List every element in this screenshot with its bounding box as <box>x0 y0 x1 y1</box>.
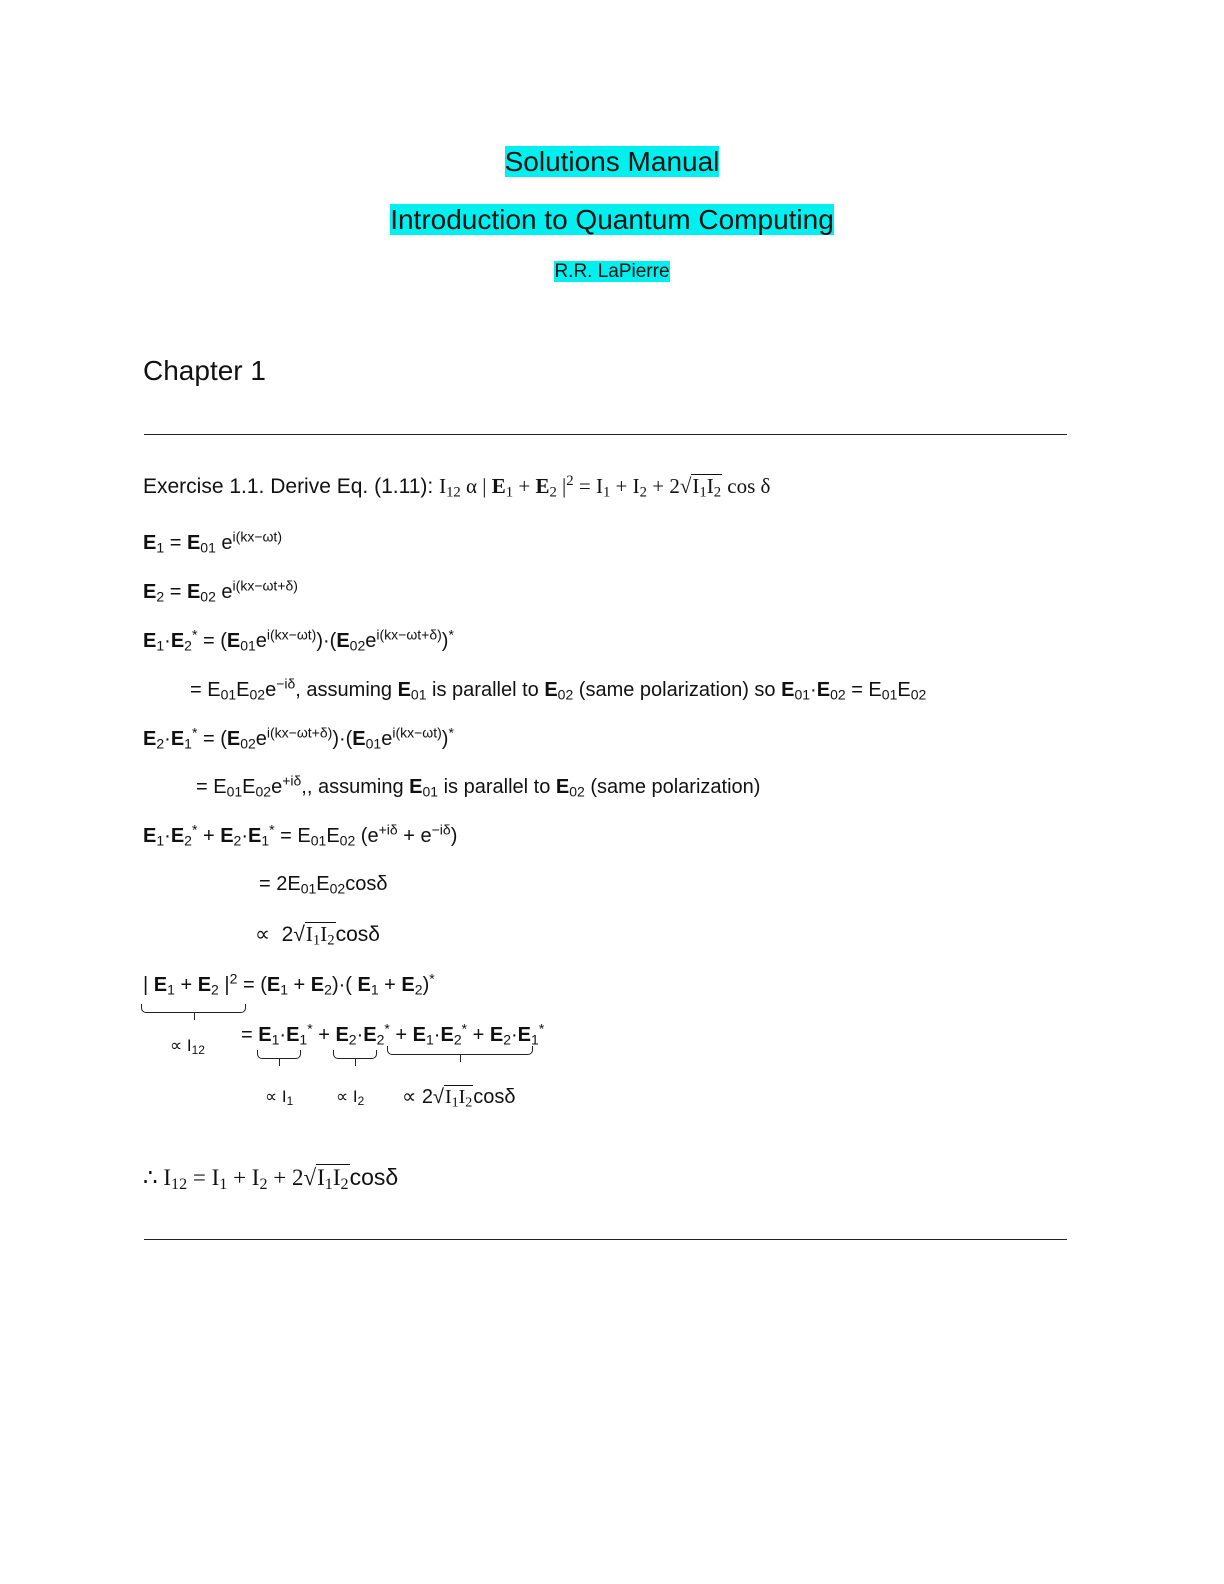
equation-cross-terms: $E_1\cdot E_2^* + E_2\cdot E_1^* = E_{01}E_{02}$ $(e^{+i\delta} + e^{-i\delta})$ <box>143 821 458 849</box>
equation-intensity-sum: | $E_1 + E_2$ $|^2 = (E_1 + E_2)\cdot$( $E_1 + E_2)^*$ <box>143 970 435 998</box>
label-proportional-i2: ∝ $I_2$ <box>336 1087 365 1108</box>
equation-e1-dot-e2conj: $E_1\cdot E_2^* = (E_{01}e^{i(kx-\omega t)})\cdot(E_{02}e^{i(kx-\omega t+\delta)})^*$ <box>143 626 454 654</box>
equation-e2-dot-e1conj-result: = $E_{01}E_{02}e^{+i\delta}$,, assuming $E_{01}$ is parallel to $E_{02}$ (same polarization) <box>196 772 761 800</box>
brace-i12 <box>141 1004 246 1013</box>
equation-intensity-expansion: = $E_1\cdot E_1^* + E_2\cdot E_2^* + E_1\cdot E_2^* + E_2\cdot E_1^*$ <box>241 1020 545 1048</box>
divider-top <box>144 434 1067 435</box>
equation-cross-terms-proportional: ∝ $2√I_1I_2\cos\delta$ <box>255 922 380 949</box>
label-proportional-i1: ∝ $I_1$ <box>265 1087 294 1108</box>
document-title: Solutions Manual <box>504 146 720 177</box>
exercise-equation: $I_{12}$ α | $E_1 + E_2$ $|^2 = I_1 + I_2 + 2√I_1I_2$ cos δ <box>439 472 771 501</box>
brace-cross-term <box>387 1046 533 1055</box>
equation-e2-dot-e1conj: $E_2\cdot E_1^* = (E_{02}e^{i(kx-\omega t+\delta)})\cdot(E_{01}e^{i(kx-\omega t)})^*$ <box>143 724 454 752</box>
label-proportional-i12: ∝ $I_{12}$ <box>170 1036 205 1057</box>
equation-conclusion: ∴ $I_{12} = I_1 + I_2 + 2√I_1I_2\cos\delta$ <box>143 1164 399 1194</box>
equation-e2: $E_2 = E_{02}$ $e^{i(kx-\omega t+\delta)}$ <box>143 577 298 605</box>
equation-e1: $E_1 = E_{01}$ $e^{i(kx-\omega t)}$ <box>143 528 282 556</box>
label-proportional-cross: ∝ $2√I_1I_2\cos\delta$ <box>402 1086 516 1111</box>
exercise-statement <box>143 474 770 499</box>
brace-i2 <box>333 1050 377 1059</box>
exercise-label: Exercise 1.1. Derive Eq. (1.11): <box>143 475 434 498</box>
equation-cross-terms-cos: = $2E_{01}E_{02}\cos\delta$ <box>259 873 388 897</box>
chapter-heading: Chapter 1 <box>143 355 266 386</box>
document-subtitle: Introduction to Quantum Computing <box>390 204 834 235</box>
document-author: R.R. LaPierre <box>554 261 670 282</box>
divider-bottom <box>144 1239 1067 1240</box>
equation-e1-dot-e2conj-result: = $E_{01}E_{02}e^{-i\delta}$, assuming $E_{01}$ is parallel to $E_{02}$ (same polarization) so $E_{01}\cdot E_{02} = E_{01}E_{02}$ <box>190 675 927 703</box>
brace-i1 <box>257 1050 301 1059</box>
